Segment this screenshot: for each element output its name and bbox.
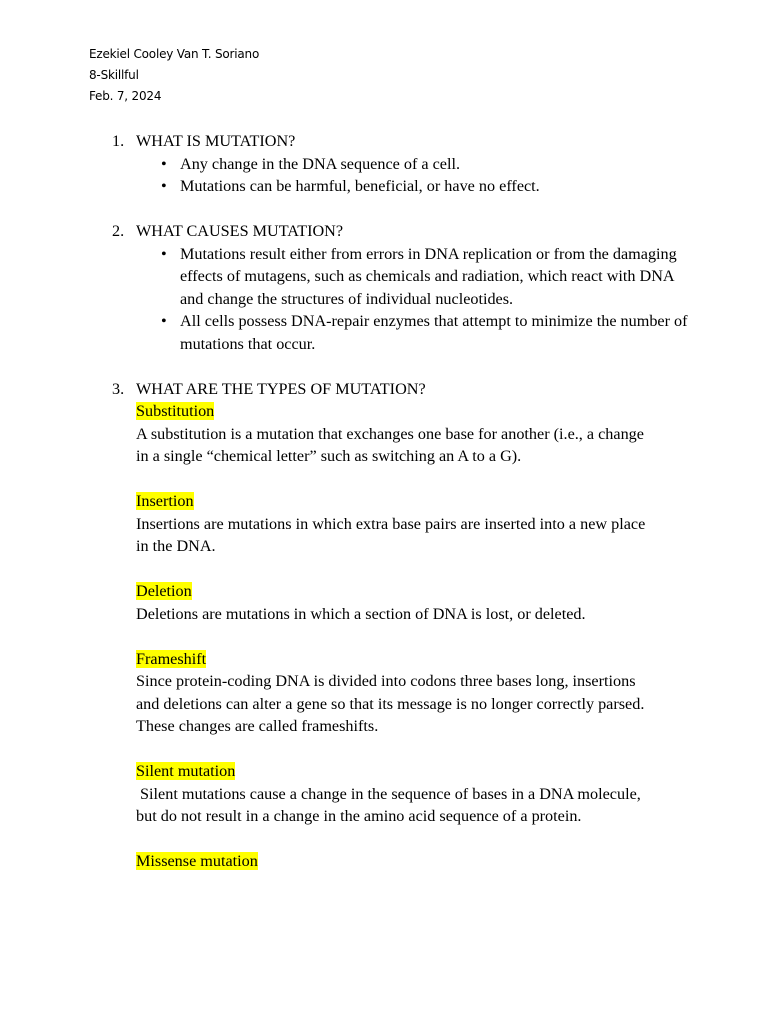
question-2 [0,220,768,355]
type-heading: Substitution [136,402,215,420]
spacer [0,828,768,851]
bullet-text: Any change in the DNA sequence of a cell. [180,154,461,173]
spacer [0,468,768,491]
bullet-text: Mutations can be harmful, beneficial, or have no effect. [180,177,540,195]
type-heading: Insertion [136,492,194,510]
list-item [161,243,700,311]
document-header [89,44,259,107]
list-item [161,153,700,176]
document-body [0,130,768,873]
bullet-list [0,243,768,356]
bullet-icon: • [161,154,167,173]
type-description: A substitution is a mutation that exchanges one base for another (i.e., a change in a single “chemical letter” such as switching an A to a G). [136,424,644,465]
bullet-text: All cells possess DNA-repair enzymes that attempt to minimize the number of mutations that occur. [180,312,688,353]
type-description: Deletions are mutations in which a section of DNA is lost, or deleted. [136,604,586,623]
mutation-type-silent [136,760,656,828]
bullet-text: Mutations result either from errors in DNA replication or from the damaging effects of mutagens, such as chemicals and radiation, which react with DNA and change the structures of individual nucleotides. [180,244,677,308]
mutation-type-deletion [136,580,656,625]
student-section: 8-Skillful [89,68,139,82]
document-date: Feb. 7, 2024 [89,89,162,103]
spacer [0,738,768,761]
type-heading: Missense mutation [136,852,258,870]
bullet-list [0,153,768,198]
type-description: Insertions are mutations in which extra base pairs are inserted into a new place in the DNA. [136,514,646,555]
question-number: 1. [112,132,125,150]
type-heading: Deletion [136,582,192,600]
question-1 [0,130,768,198]
type-heading: Frameshift [136,649,207,668]
question-number: 2. [112,222,125,240]
mutation-type-insertion [136,490,656,558]
bullet-icon: • [161,177,167,195]
type-description: Since protein-coding DNA is divided into codons three bases long, insertions and deletions can alter a gene so that its message is no longer correctly parsed. These changes are called frameshifts. [136,672,645,735]
question-title: WHAT ARE THE TYPES OF MUTATION? [136,379,426,398]
bullet-icon: • [161,244,167,263]
bullet-icon: • [161,312,167,330]
list-item [161,175,700,198]
mutation-type-missense [136,850,656,873]
question-title: WHAT IS MUTATION? [136,132,296,150]
question-title: WHAT CAUSES MUTATION? [136,222,344,240]
spacer [0,625,768,648]
type-description: Silent mutations cause a change in the sequence of bases in a DNA molecule, but do not result in a change in the amino acid sequence of a protein. [136,784,645,825]
type-heading: Silent mutation [136,762,236,780]
spacer [0,198,768,221]
list-item [161,310,700,355]
question-3 [0,378,768,401]
mutation-type-frameshift [136,648,656,738]
spacer [0,558,768,581]
mutation-type-substitution [136,400,656,468]
spacer [0,355,768,378]
question-number: 3. [112,379,125,398]
student-name: Ezekiel Cooley Van T. Soriano [89,47,260,61]
